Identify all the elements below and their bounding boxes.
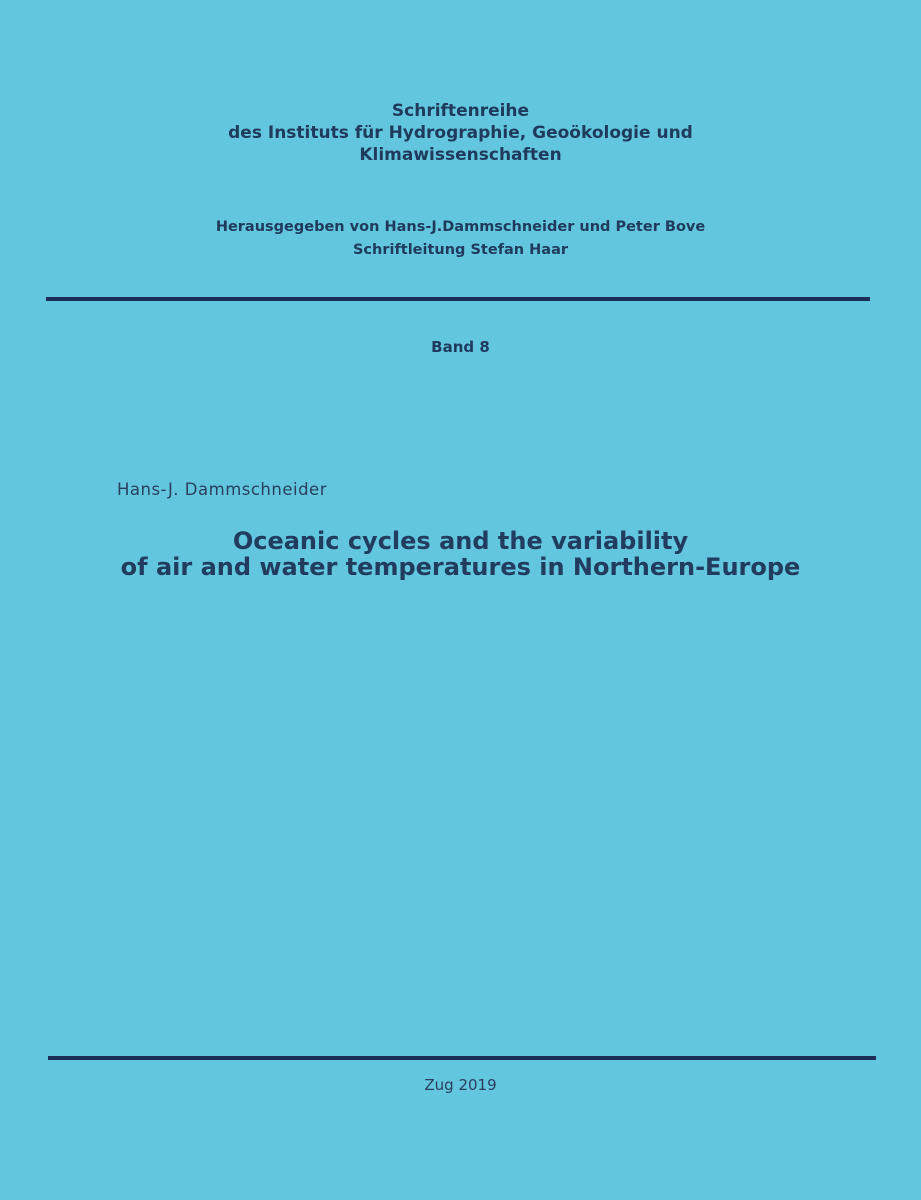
series-line-2: des Instituts für Hydrographie, Geoökologie und bbox=[228, 123, 693, 143]
book-title bbox=[0, 528, 921, 580]
series-line-1: Schriftenreihe bbox=[391, 101, 530, 121]
editors-line: Herausgegeben von Hans-J.Dammschneider und Peter Bove bbox=[215, 219, 706, 235]
editorial-line: Schriftleitung Stefan Haar bbox=[352, 242, 569, 258]
editors-block bbox=[0, 216, 921, 262]
author-name: Hans-J. Dammschneider bbox=[117, 480, 327, 499]
title-line-1: Oceanic cycles and the variability bbox=[232, 527, 689, 555]
title-line-2: of air and water temperatures in Northern-Europe bbox=[120, 553, 801, 581]
volume-number: Band 8 bbox=[431, 338, 490, 356]
top-divider bbox=[46, 297, 870, 301]
series-title bbox=[0, 100, 921, 166]
series-line-3: Klimawissenschaften bbox=[359, 145, 562, 165]
place-and-year: Zug 2019 bbox=[424, 1076, 497, 1094]
bottom-divider bbox=[48, 1056, 876, 1060]
